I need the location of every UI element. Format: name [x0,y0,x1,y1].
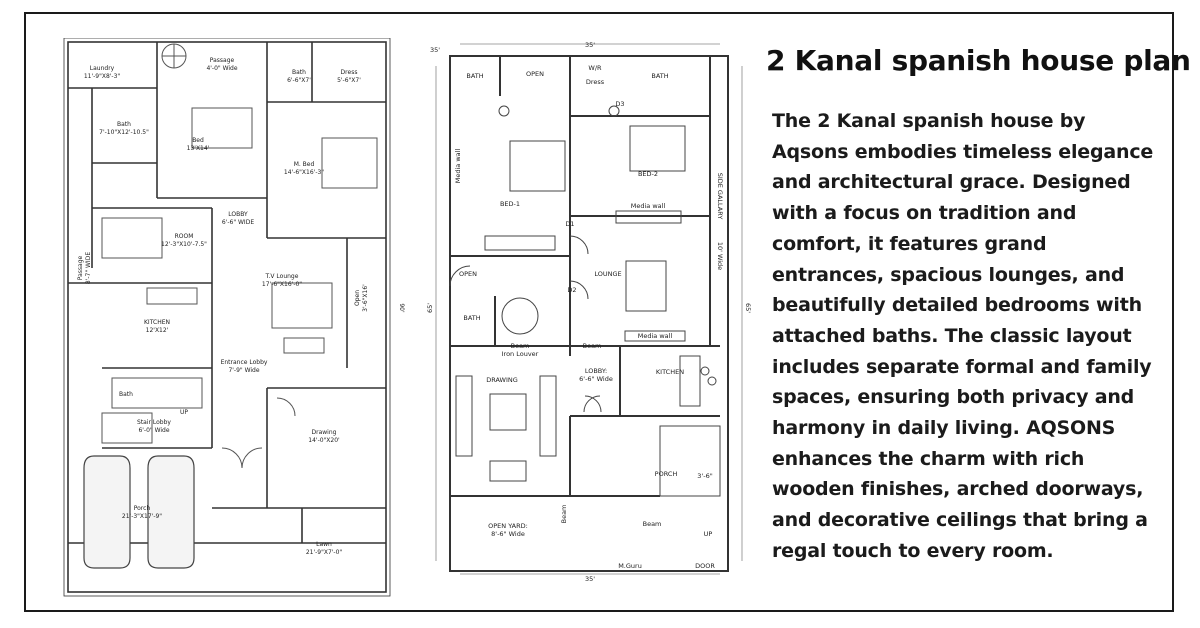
room-dims-room: 12'-3"X10'-7.5" [161,241,207,248]
label-beam-4: Beam [642,520,662,528]
label-iron-louver: Iron Louver [501,350,539,358]
label-bath-2: BATH [651,72,669,80]
room-dims-bath-2: 7'-10"X12'-10.5" [99,129,149,136]
label-lobby-width: 6'-6" Wide [579,375,613,383]
label-bed-1: BED-1 [499,200,521,208]
dim-side: 90' [398,303,405,313]
label-media-wall-3: Media wall [637,332,673,340]
label-drawing: DRAWING [486,376,518,384]
label-beam-3: Beam [560,504,568,524]
label-lounge: LOUNGE [594,270,622,278]
room-label-porch: Porch [133,505,151,512]
room-label-master-bed: M. Bed [293,161,315,168]
label-porch: PORCH [654,470,678,478]
label-wir: W/R [588,64,602,72]
dim-bottom: 35' [584,575,596,582]
description-text: The 2 Kanal spanish house by Aqsons embodies timeless elegance and architectural grace. Designed with a focus on tradition and comfort, it features grand entrances, spacious lounges, and beautifully detailed bedrooms with attached baths. The classic layout includes separate formal and family spaces, ensuring both privacy and harmony in daily living. AQSONS enhances the charm with rich wooden finishes, arched doorways, and decorative ceilings that bring a regal touch to every room. [772,110,1154,562]
dim-top-center: 35' [584,41,596,49]
room-dims-laundry: 11'-9"X8'-3" [83,73,121,80]
dim-right: 65' [744,302,752,314]
label-media-wall-1: Media wall [454,148,462,184]
room-dims-passage: 4'-0" Wide [206,65,238,72]
label-kitchen: KITCHEN [655,368,685,376]
room-label-kitchen: KITCHEN [144,319,170,326]
label-d3: D3 [615,100,625,108]
room-dims-stair-lobby: 6'-0" Wide [138,427,170,434]
room-label-tv-lounge: T.V Lounge [265,273,299,280]
room-label-bath-1: Bath [292,69,306,76]
label-bath-1: BATH [466,72,484,80]
room-dims-entrance-lobby: 7'-9" Wide [228,367,260,374]
room-label-passage-2: Passage [77,255,84,281]
room-dims-bed: 13'X14' [186,145,210,152]
floor-plan-left [62,38,407,610]
dim-left: 65' [426,302,434,314]
label-porch-dim: 3'-6" [697,472,713,480]
room-label-lobby: LOBBY [228,211,248,218]
label-side-gallery-width: 10' Wide [716,241,724,271]
label-dress: Dress [585,78,605,86]
room-dims-lawn: 21'-9"X7'-0" [305,549,343,556]
label-open-1: OPEN [525,70,545,78]
label-beam-1: Beam [510,342,530,350]
label-lobby: LOBBY: [584,367,608,375]
label-up: UP [179,409,189,416]
room-dims-kitchen: 12'X12' [145,327,169,334]
label-open-2: OPEN [458,270,478,278]
room-dims-drawing: 14'-0"X20' [308,437,340,444]
room-dims-dress: 5'-6"X7' [337,77,361,84]
room-label-bath-2: Bath [117,121,131,128]
room-dims-porch: 21'-3"X17'-9" [121,513,163,520]
room-label-stair-lobby: Stair Lobby [137,419,171,426]
room-dims-tv-lounge: 17'-6"X16'-0" [261,281,303,288]
label-beam-2: Beam [582,342,602,350]
dim-top: 35' [429,46,441,54]
label-up: UP [703,530,713,538]
label-open-yard: OPEN YARD: [488,522,528,530]
label-mguru: M.Guru [618,562,642,570]
room-dims-passage-2: 8'-7" WIDE [85,251,92,285]
room-label-open: Open [354,289,361,307]
label-d1: D1 [565,220,575,228]
room-label-bed: Bed [192,137,204,144]
label-bed-2: BED-2 [637,170,659,178]
room-label-passage: Passage [209,57,235,64]
label-open-yard-width: 8'-6" Wide [491,530,525,538]
label-bath-3: BATH [463,314,481,322]
label-door: DOOR [695,562,715,570]
floor-plan-right [420,36,758,582]
room-dims-open: 3'-6"X16' [362,284,369,312]
label-bath-small: Bath [119,391,133,398]
room-label-room: ROOM [174,233,194,240]
label-d2: D2 [567,286,577,294]
room-label-dress: Dress [340,69,358,76]
room-label-entrance-lobby: Entrance Lobby [220,359,268,366]
label-media-wall-2: Media wall [630,202,666,210]
label-side-gallery: SIDE GALLARY [716,172,724,220]
room-label-drawing: Drawing [311,429,337,436]
room-dims-lobby: 6'-6" WIDE [221,219,255,226]
room-label-lawn: Lawn [316,541,332,548]
room-dims-bath-1: 6'-6"X7' [287,77,311,84]
page-title: 2 Kanal spanish house plan [766,44,1191,77]
room-label-laundry: Laundry [89,65,115,72]
room-dims-master-bed: 14'-6"X16'-3" [283,169,325,176]
